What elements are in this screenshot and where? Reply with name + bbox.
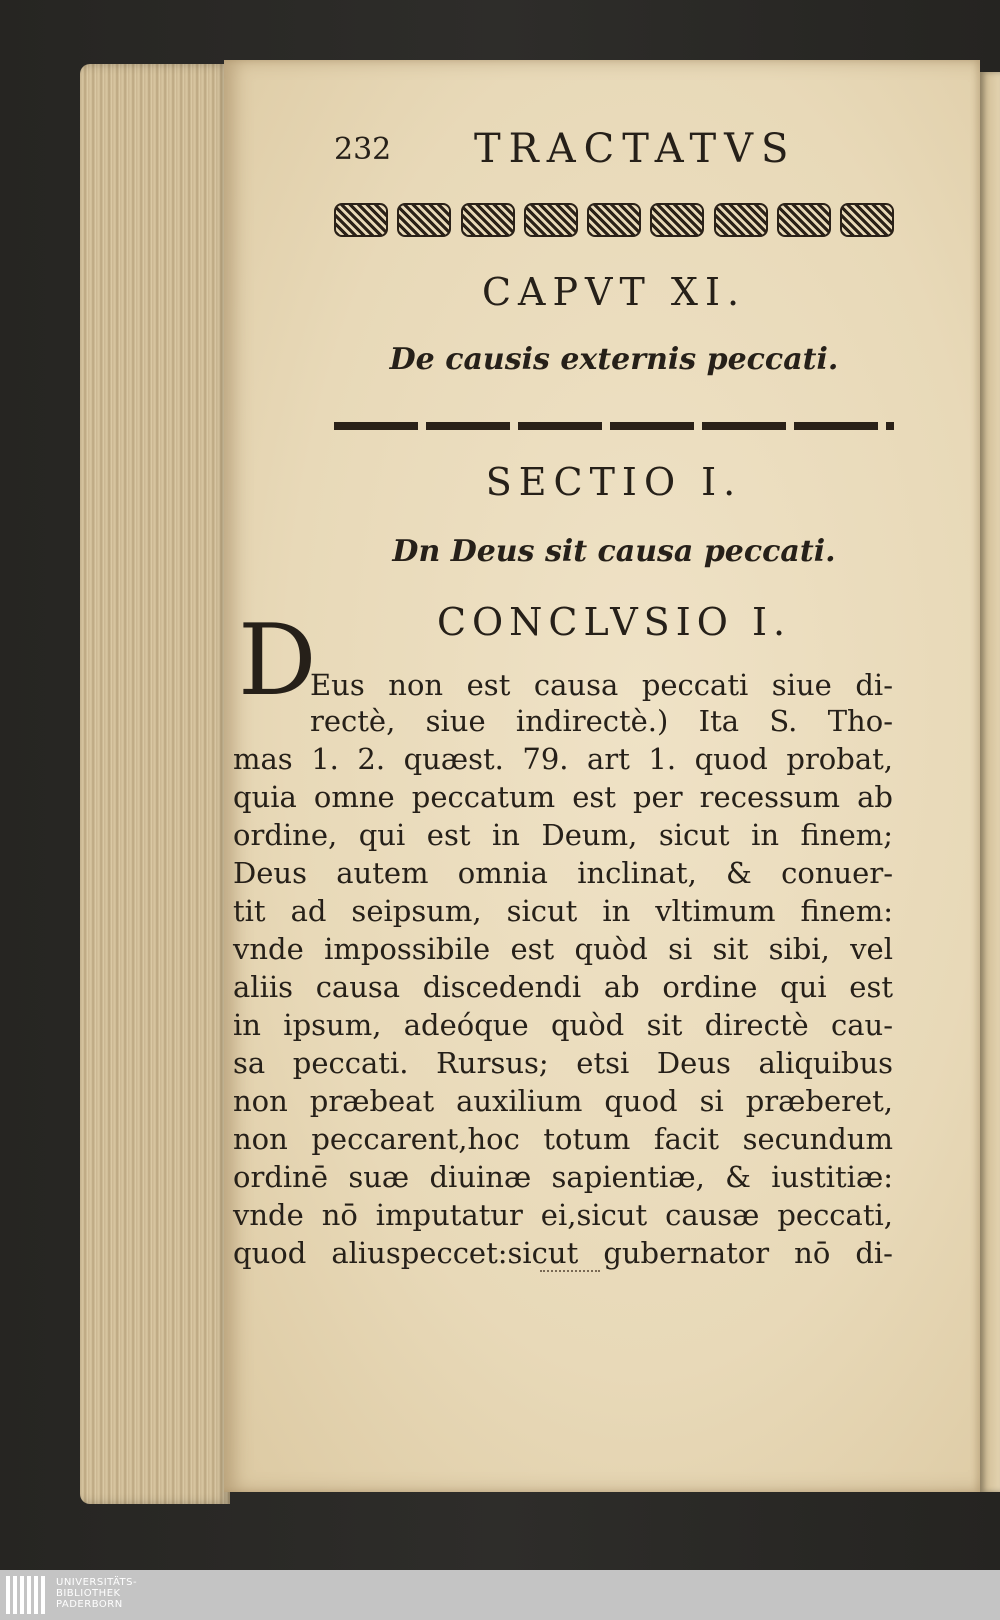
facing-page-edge	[980, 72, 1000, 1492]
page-edges	[80, 64, 230, 1504]
library-logo-icon	[6, 1576, 48, 1614]
body-line: vnde nō imputatur ei,sicut causæ peccati,	[233, 1198, 893, 1232]
body-line: vnde impossibile est quòd si sit sibi, vel	[233, 932, 893, 966]
library-line: UNIVERSITÄTS-	[56, 1577, 138, 1588]
body-line: Deus autem omnia inclinat, & conuer-	[233, 856, 893, 890]
ornament-piece	[334, 203, 388, 237]
chapter-subtitle: De causis externis peccati.	[389, 342, 839, 377]
body-line: tit ad seipsum, sicut in vltimum finem:	[233, 894, 893, 928]
body-line: quod aliuspeccet:sicut gubernator nō di-	[233, 1236, 893, 1270]
book-page	[224, 60, 980, 1492]
body-line: quia omne peccatum est per recessum ab	[233, 780, 893, 814]
section-subtitle: Dn Deus sit causa peccati.	[392, 534, 836, 569]
chapter-heading: CAPVT XI.	[481, 270, 747, 314]
ornament-piece	[524, 203, 578, 237]
ornament-piece	[461, 203, 515, 237]
library-line: BIBLIOTHEK	[56, 1588, 121, 1599]
section-heading: SECTIO I.	[485, 460, 743, 504]
body-line: Eus non est causa peccati siue di-	[310, 668, 893, 702]
catchword-mark	[540, 1270, 600, 1278]
body-line: non peccarent,hoc totum facit secundum	[233, 1122, 893, 1156]
body-line: rectè, siue indirectè.) Ita S. Tho-	[310, 704, 893, 738]
running-head: TRACTATVS	[474, 126, 797, 172]
body-line: ordine, qui est in Deum, sicut in finem;	[233, 818, 893, 852]
footer-bar	[0, 1570, 1000, 1620]
body-line: aliis causa discedendi ab ordine qui est	[233, 970, 893, 1004]
body-line: mas 1. 2. quæst. 79. art 1. quod probat,	[233, 742, 893, 776]
body-line: sa peccati. Rursus; etsi Deus aliquibus	[233, 1046, 893, 1080]
divider-rule	[334, 422, 894, 430]
ornament-piece	[397, 203, 451, 237]
body-line: ordinē suæ diuinæ sapientiæ, & iustitiæ:	[233, 1160, 893, 1194]
ornament-piece	[714, 203, 768, 237]
ornament-piece	[777, 203, 831, 237]
body-line: non præbeat auxilium quod si præberet,	[233, 1084, 893, 1118]
drop-cap: D	[238, 604, 317, 718]
library-line: PADERBORN	[56, 1599, 123, 1610]
body-line: in ipsum, adeóque quòd sit directè cau-	[233, 1008, 893, 1042]
ornament-piece	[587, 203, 641, 237]
ornament-piece	[650, 203, 704, 237]
ornament-piece	[840, 203, 894, 237]
ornament-border	[334, 200, 894, 240]
library-logo-text	[56, 1577, 137, 1610]
page-number: 232	[334, 132, 392, 167]
conclusion-heading: CONCLVSIO I.	[436, 600, 792, 644]
